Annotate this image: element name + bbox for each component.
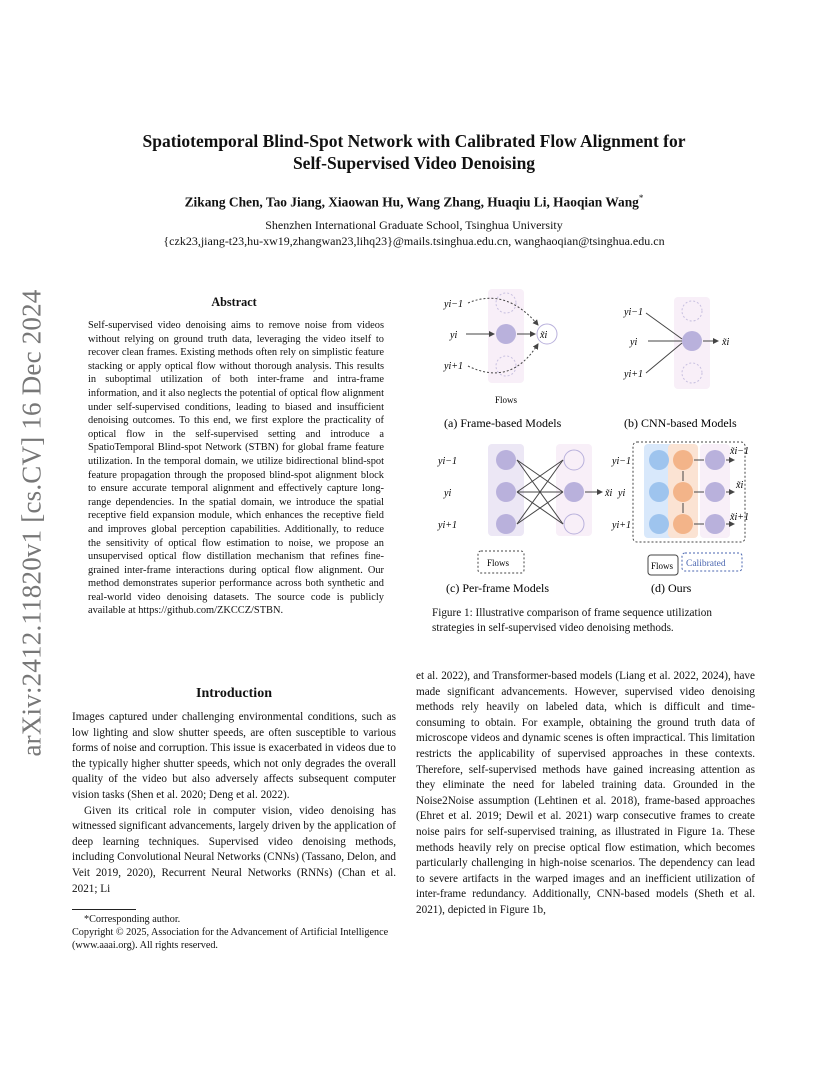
calibrated-label: Calibrated — [686, 559, 726, 569]
arxiv-identifier: arXiv:2412.11820v1 [cs.CV] 16 Dec 2024 — [16, 289, 47, 757]
subcaption-a: (a) Frame-based Models — [444, 416, 562, 430]
corresponding-author-note: *Corresponding author. — [84, 914, 181, 925]
label-b-x-cur: x̃i — [722, 337, 730, 348]
abstract-text: Self-supervised video denoising aims to remove noise from videos without relying on ground truth data, leveraging the video itself to recover clean frames. Existing methods often rely on simplistic feature stacking or apply optical flow without thorough analysis. This results in suboptimal utilization of both inter-frame and intra-frame information, and it also neglects the potential of optical flow alignment under self-supervised conditions, leading to biased and insufficient denoising outcomes. To this end, we first explore the practicality of optical flow in the self-supervised setting and introduce a SpatioTemporal Blind-spot Network (STBN) for global frame feature utilization. In the temporal domain, we utilize bidirectional blind-spot feature propagation through the proposed blind-spot alignment block to ensure accurate temporal alignment and effectively capture long-range dependencies. In the spatial domain, we introduce the spatial receptive field expansion module, which enhances the receptive field and improves global perception capabilities. Additionally, to reduce the sensitivity of optical flow estimation to noise, we propose an unsupervised optical flow distillation mechanism that refines fine-grained inter-frame interactions during optical flow alignment. Our method demonstrates superior performance across both synthetic and real-world video denoising datasets. The source code is publicly available at https://github.com/ZKCCZ/STBN. — [88, 320, 384, 617]
label-a-y-next: yi+1 — [444, 361, 463, 372]
abstract-heading: Abstract — [211, 295, 257, 309]
footnote — [72, 913, 396, 952]
panel-a — [444, 289, 562, 430]
label-c-x-cur: x̃i — [605, 488, 613, 499]
panel-c — [446, 444, 602, 595]
label-d-x-prev: x̃i−1 — [730, 446, 749, 457]
subcaption-b: (b) CNN-based Models — [624, 416, 737, 430]
label-b-y-next: yi+1 — [624, 369, 643, 380]
flows-label-c: Flows — [487, 558, 510, 568]
label-d-y-next: yi+1 — [612, 520, 631, 531]
footnote-rule — [72, 909, 136, 910]
label-d-x-next: x̃i+1 — [730, 512, 749, 523]
flows-label-d: Flows — [651, 561, 674, 571]
label-c-y-cur: yi — [444, 488, 452, 499]
label-b-y-prev: yi−1 — [624, 307, 643, 318]
subcaption-d: (d) Ours — [651, 581, 692, 595]
label-d-y-cur: yi — [618, 488, 626, 499]
figure-1 — [416, 287, 766, 602]
copyright-note: Copyright © 2025, Association for the Advancement of Artificial Intelligence (www.aaai.org). All rights reserved. — [72, 927, 389, 951]
flows-label-a: Flows — [495, 395, 518, 405]
label-a-y-cur: yi — [450, 330, 458, 341]
label-b-y-cur: yi — [630, 337, 638, 348]
label-a-y-prev: yi−1 — [444, 299, 463, 310]
label-d-x-cur: x̃i — [736, 480, 744, 491]
figure-caption: Figure 1: Illustrative comparison of frame sequence utilization strategies in self-supervised video denoising methods. — [432, 607, 712, 635]
subcaption-c: (c) Per-frame Models — [446, 581, 550, 595]
intro-paragraph-1: Images captured under challenging environmental conditions, such as low lighting and slow shutter speeds, are often susceptible to various forms of noise and corruption. This issue is exacerbated in videos due to the typically higher shutter speeds, which not only degrades the overall quality of the video but also adversely affects subsequent computer vision tasks (Shen et al. 2020; Deng et al. 2022). — [72, 711, 396, 801]
email-list: {czk23,jiang-t23,hu-xw19,zhangwan23,lihq23}@mails.tsinghua.edu.cn, wanghaoqian@tsinghua.edu.cn — [163, 234, 665, 248]
introduction-heading: Introduction — [196, 686, 272, 701]
paper-title: Spatiotemporal Blind-Spot Network with Calibrated Flow Alignment for Self-Supervised Video Denoising — [142, 131, 686, 173]
intro-paragraph-2: Given its critical role in computer vision, video denoising has witnessed significant advancements, largely driven by the application of deep learning techniques. Supervised video denoising methods, including Convolutional Neural Networks (CNNs) (Tassano, Delon, and Veit 2019, 2020), Recurrent Neural Networks (RNNs) (Chan et al. 2021; Li — [72, 804, 396, 895]
author-list: Zikang Chen, Tao Jiang, Xiaowan Hu, Wang Zhang, Huaqiu Li, Haoqian Wang* — [184, 193, 644, 210]
panel-d — [633, 442, 745, 595]
label-c-y-prev: yi−1 — [438, 456, 457, 467]
intro-column-right: et al. 2022), and Transformer-based models (Liang et al. 2022, 2024), have made significant advancements. However, supervised video denoising methods rely heavily on labeled data, which is difficult and time-consuming to obtain. For example, obtaining the ground truth data of microscope videos and dynamic scenes is often impractical. This limitation restricts the applicability of supervised approaches in these contexts. Therefore, self-supervised methods have gained increasing attention as they eliminate the need for labeled training data. Grounded in the Noise2Noise assumption (Lehtinen et al. 2018), frame-based approaches (Ehret et al. 2019; Dewil et al. 2021) warp consecutive frames to create noise pairs for self-supervised training, as illustrated in Figure 1a. These methods heavily rely on precise optical flow estimation, which becomes particularly challenging in high-noise scenarios. The dependency can lead to severe artifacts in the warped images and an inefficient utilization of inter-frame redundancy. Additionally, CNN-based models (Sheth et al. 2021), depicted in Figure 1b, — [416, 670, 755, 916]
label-a-x-cur: x̃i — [540, 330, 548, 341]
label-c-y-next: yi+1 — [438, 520, 457, 531]
affiliation: Shenzhen International Graduate School, Tsinghua University {czk23,jiang-t23,hu-xw19,zhangwan23,lihq23}@mails.tsinghua.edu.cn, wanghaoqian@tsinghua.edu.cn — [90, 217, 738, 249]
label-d-y-prev: yi−1 — [612, 456, 631, 467]
intro-column-left — [72, 710, 396, 897]
